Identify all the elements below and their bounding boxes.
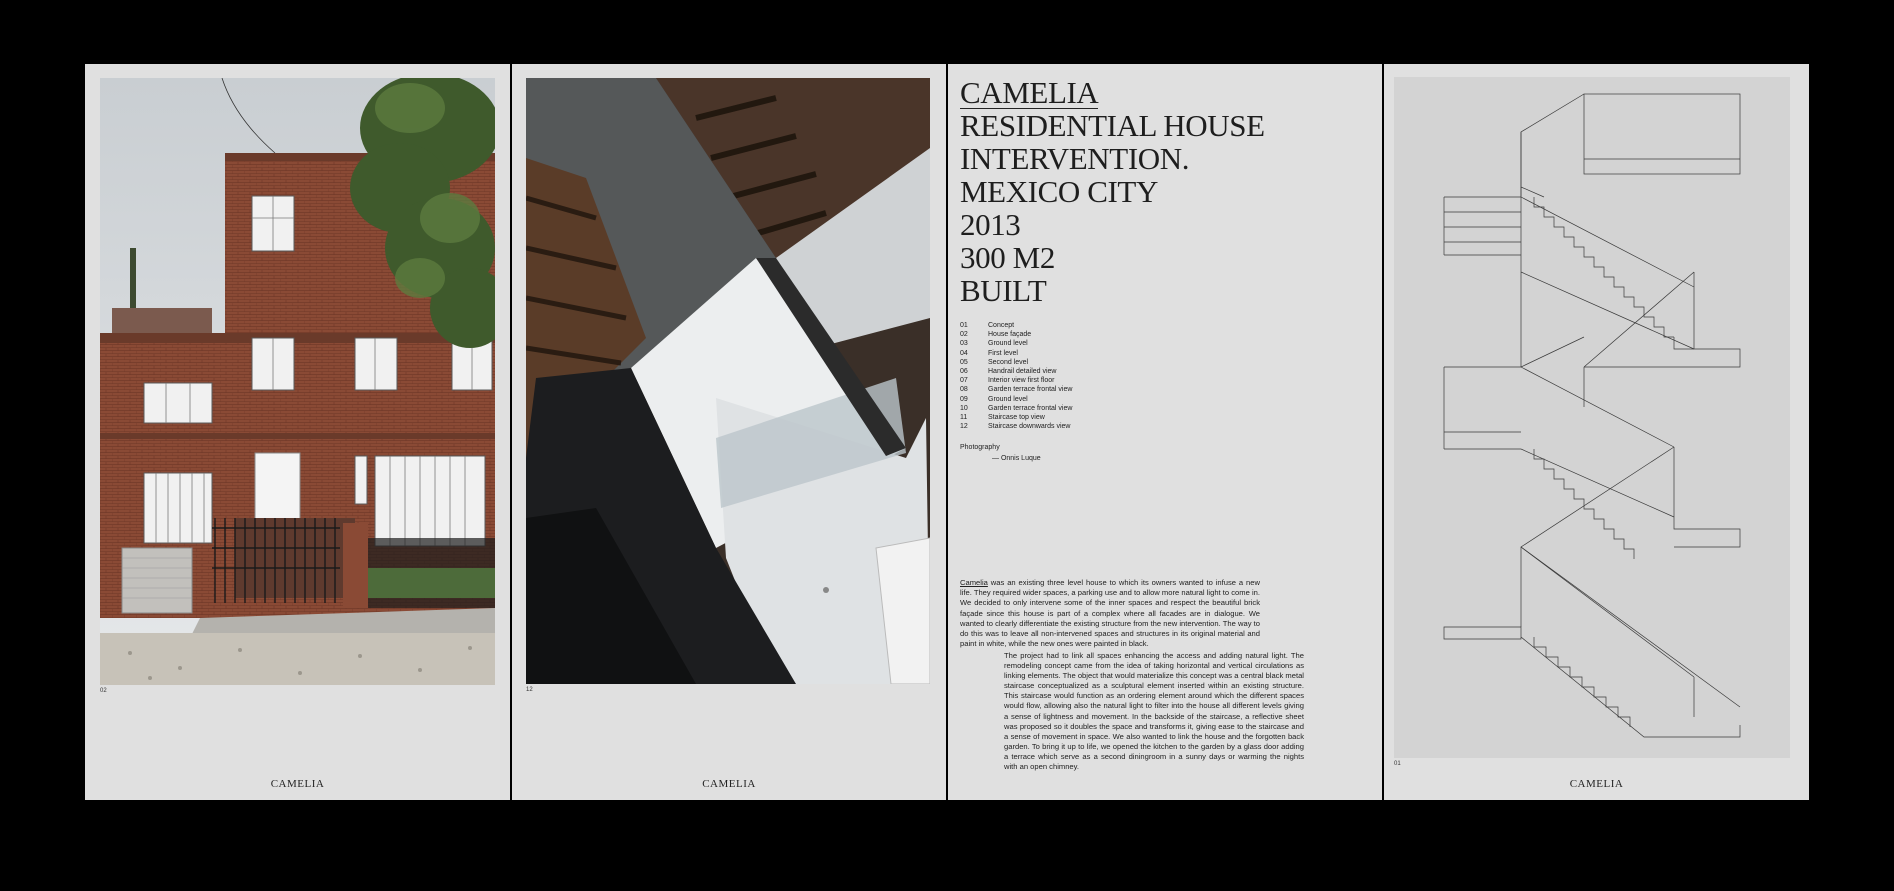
index-item: 10 Garden terrace frontal view xyxy=(960,404,1073,412)
page-staircase-view xyxy=(512,64,946,800)
photography-credit xyxy=(960,442,1041,464)
page-staircase-diagram xyxy=(1384,64,1809,800)
title-line: MEXICO CITY xyxy=(960,174,1158,209)
title-line: 300 M2 xyxy=(960,240,1055,275)
camelia-link[interactable]: Camelia xyxy=(960,578,988,587)
title-line: 2013 xyxy=(960,207,1021,242)
index-item: 04 First level xyxy=(960,349,1018,357)
page-footer: CAMELIA xyxy=(270,778,325,790)
body-paragraph: The project had to link all spaces enhancing the access and adding natural light. The remodeling concept came from the idea of taking horizontal and vertical circulations as linking elements. The object that would materialize this concept was a central black metal staircase conceptualized as a sculptural element inserted within an existing structure. This staircase would function as an ordering element around which the different spaces would flow, allowing also the natural light to filter into the house all different levels giving a sense of lightness and movement. In the backside of the staircase, a reflective sheet was proposed so it doubles the space and transforms it, giving ease to the staircase and a sense of movement in space. We also wanted to link the house and the forgotten back garden. To bring it up to life, we opened the kitchen to the garden by a glass door adding a terrace which serve as a second diningroom in a sunny days or warming the nights with an open chimney. xyxy=(1004,651,1304,772)
intro-text: was an existing three level house to which its owners wanted to infuse a new life. They required wider spaces, a parking use and to allow more natural light to come in. We decided to only intervene some of the inner spaces and respect the beautiful brick façade since this house is part of a complex where all facades are in dialogue. We wanted to clearly differentiate the existing structure from the new intervention. The way to do this was to leave all non-intervened spaces and structures in its original material and paint in white, while the new ones were painted in black. xyxy=(960,578,1260,649)
title-line: BUILT xyxy=(960,273,1047,308)
index-item: 03 Ground level xyxy=(960,340,1028,348)
index-item: 06 Handrail detailed view xyxy=(960,368,1057,376)
project-title xyxy=(960,76,1265,307)
page-footer: CAMELIA xyxy=(1569,778,1624,790)
staircase-downwards-photo xyxy=(526,78,930,684)
index-item: 12 Staircase downwards view xyxy=(960,423,1071,431)
page-number: 02 xyxy=(100,688,107,694)
page-project-info xyxy=(948,64,1382,800)
title-line: CAMELIA xyxy=(960,75,1099,110)
photography-label: Photography xyxy=(960,444,1000,451)
index-item: 05 Second level xyxy=(960,358,1029,366)
page-number: 01 xyxy=(1394,761,1401,767)
page-footer: CAMELIA xyxy=(702,778,756,790)
intro-paragraph xyxy=(960,578,1260,649)
title-line: INTERVENTION. xyxy=(960,141,1190,176)
house-facade-photo xyxy=(100,78,495,685)
index-item: 09 Ground level xyxy=(960,395,1028,403)
page-house-facade xyxy=(85,64,510,800)
index-item: 07 Interior view first floor xyxy=(960,377,1055,385)
index-item: 01 Concept xyxy=(960,322,1015,329)
page-number: 12 xyxy=(526,687,533,693)
index-item: 02 House façade xyxy=(960,331,1032,339)
title-line: RESIDENTIAL HOUSE xyxy=(960,108,1265,143)
contents-index xyxy=(960,321,1072,431)
photographer-name: — Onnis Luque xyxy=(992,455,1041,462)
staircase-section-drawing xyxy=(1394,77,1790,758)
index-item: 11 Staircase top view xyxy=(960,414,1045,422)
index-item: 08 Garden terrace frontal view xyxy=(960,386,1073,394)
